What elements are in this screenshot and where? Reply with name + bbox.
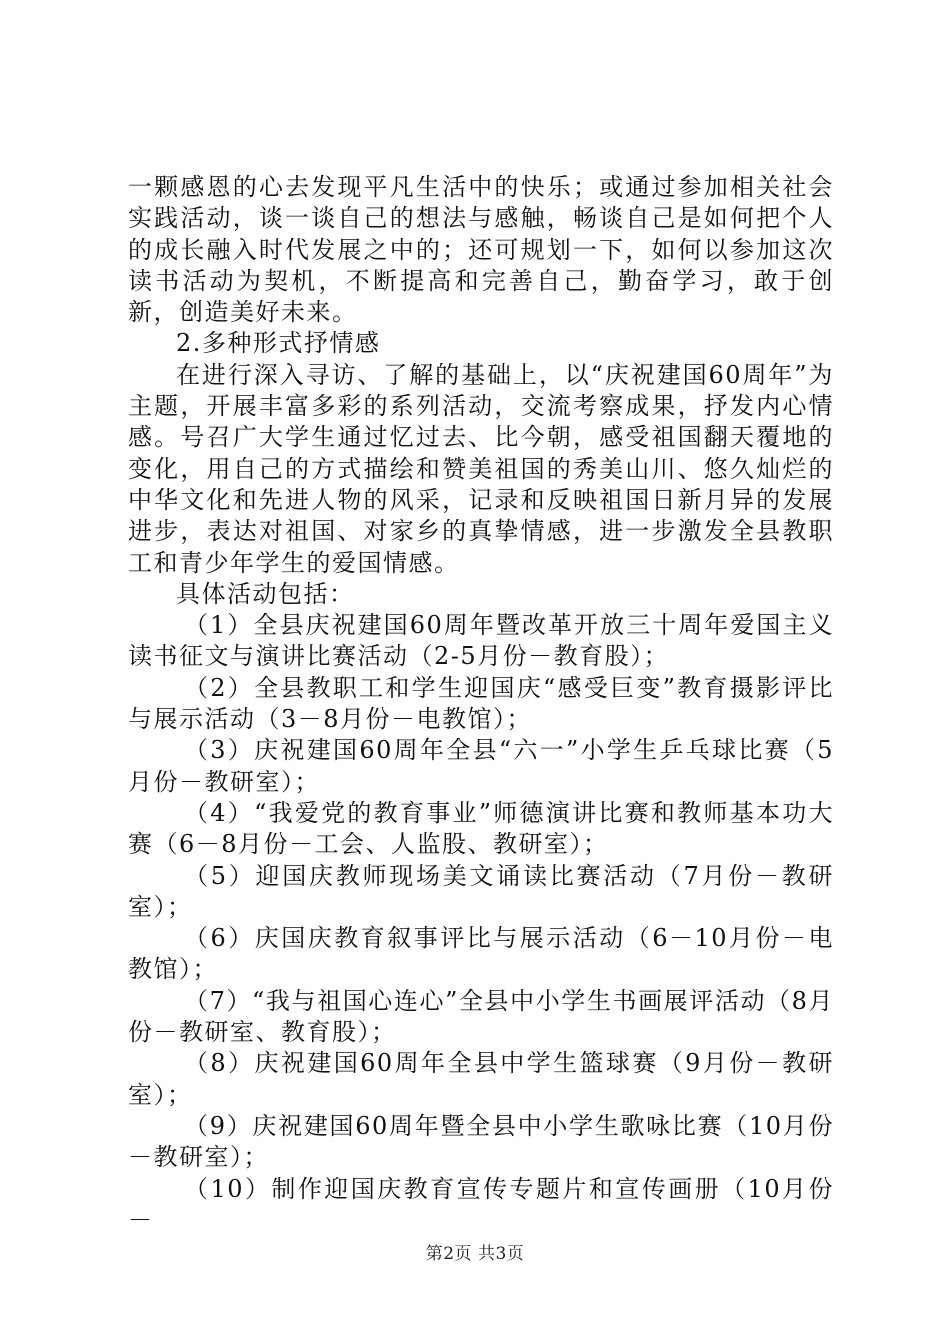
list-item: （4）“我爱党的教育事业”师德演讲比赛和教师基本功大赛（6－8月份－工会、人监股、教研室）； bbox=[128, 798, 834, 859]
list-item: （7）“我与祖国心连心”全县中小学生书画展评活动（8月份－教研室、教育股）； bbox=[128, 986, 834, 1047]
list-item: （1）全县庆祝建国60周年暨改革开放三十周年爱国主义读书征文与演讲比赛活动（2-5月份－教育股）； bbox=[128, 611, 834, 671]
page-footer: 第2页 共3页 bbox=[425, 1244, 525, 1264]
list-item: （3）庆祝建国60周年全县“六一”小学生乒乓球比赛（5月份－教研室）； bbox=[128, 736, 834, 796]
paragraph: 在进行深入寻访、了解的基础上，以“庆祝建国60周年”为主题，开展丰富多彩的系列活动，交流考察成果，抒发内心情感。号召广大学生通过忆过去、比今朝，感受祖国翻天覆地的变化，用自己的方式描绘和赞美祖国的秀美山川、悠久灿烂的中华文化和先进人物的风采，记录和反映祖国日新月异的发展进步，表达对祖国、对家乡的真挚情感，进一步激发全县教职工和青少年学生的爱国情感。 bbox=[128, 360, 834, 577]
paragraph: 具体活动包括： bbox=[176, 579, 355, 608]
list-item: （2）全县教职工和学生迎国庆“感受巨变”教育摄影评比与展示活动（3－8月份－电教馆）； bbox=[128, 673, 834, 734]
list-item: （6）庆国庆教育叙事评比与展示活动（6－10月份－电教馆）； bbox=[128, 924, 834, 984]
section-heading: 2.多种形式抒情感 bbox=[176, 329, 381, 358]
list-item: （5）迎国庆教师现场美文诵读比赛活动（7月份－教研室）； bbox=[128, 861, 834, 921]
paragraph-continuation: 一颗感恩的心去发现平凡生活中的快乐；或通过参加相关社会实践活动，谈一谈自己的想法与感触，畅谈自己是如何把个人的成长融入时代发展之中的；还可规划一下，如何以参加这次读书活动为契机，不断提高和完善自己，勤奋学习，敢于创新，创造美好未来。 bbox=[128, 173, 834, 327]
list-item: （8）庆祝建国60周年全县中学生篮球赛（9月份－教研室）； bbox=[128, 1049, 834, 1109]
document-body bbox=[128, 172, 834, 1236]
list-item: （10）制作迎国庆教育宣传专题片和宣传画册（10月份－ bbox=[128, 1174, 834, 1234]
list-item: （9）庆祝建国60周年暨全县中小学生歌咏比赛（10月份－教研室）； bbox=[128, 1111, 834, 1172]
